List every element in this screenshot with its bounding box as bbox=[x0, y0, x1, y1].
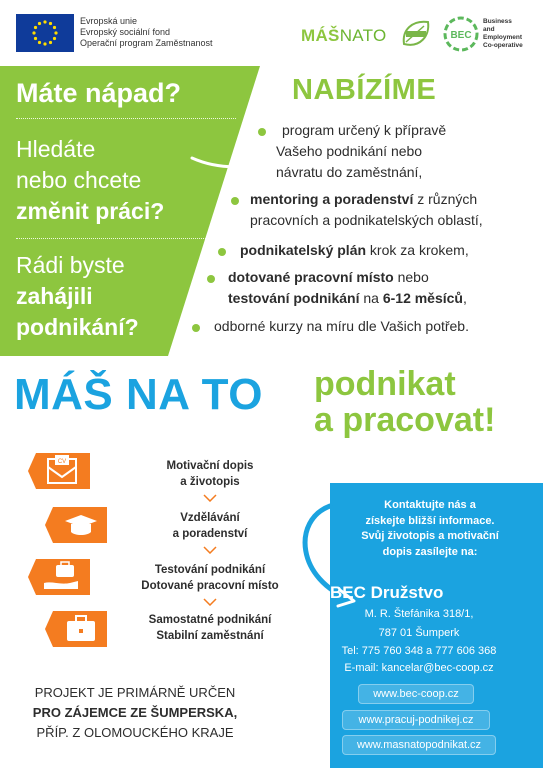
eu-line: Evropský sociální fond bbox=[80, 27, 171, 37]
bec-line: and bbox=[483, 26, 495, 33]
website-link-bec[interactable]: www.bec-coop.cz bbox=[358, 684, 474, 704]
headline-secondary: podnikat a pracovat! bbox=[314, 365, 496, 439]
offer-item: odborné kurzy na míru dle Vašich potřeb. bbox=[214, 318, 469, 334]
question-line-bold: zahájili bbox=[16, 283, 93, 309]
question-line-bold: podnikání? bbox=[16, 314, 139, 340]
bec-line: Employment bbox=[483, 34, 523, 41]
offer-item-cont: Vašeho podnikání nebo návratu do zaměstnání, bbox=[276, 143, 423, 180]
bec-text bbox=[483, 18, 523, 50]
question-job bbox=[16, 134, 164, 227]
project-note: PROJEKT JE PRIMÁRNĚ URČEN PRO ZÁJEMCE ZE ŠUMPERSKA, PŘÍP. Z OLOMOUCKÉHO KRAJE bbox=[32, 685, 238, 740]
bullet-icon bbox=[218, 248, 226, 256]
leaf-logo-icon bbox=[398, 16, 434, 52]
question-idea: Máte nápad? bbox=[16, 78, 182, 108]
step-label: Motivační dopis a životopis bbox=[166, 460, 254, 488]
question-line: nebo chcete bbox=[16, 167, 142, 193]
divider bbox=[16, 238, 206, 239]
cv-envelope-icon bbox=[28, 453, 90, 489]
question-line-bold: změnit práci? bbox=[16, 198, 165, 224]
bullet-icon bbox=[207, 275, 215, 283]
eu-flag-icon bbox=[16, 14, 74, 52]
masnato-logo-thin: NATO bbox=[339, 26, 387, 45]
divider bbox=[16, 118, 236, 119]
chevron-down-icon bbox=[203, 546, 217, 554]
step-label: Samostatné podnikání Stabilní zaměstnání bbox=[148, 614, 272, 642]
offer-item: mentoring a poradenství z různých pracovních a podnikatelských oblastí, bbox=[250, 191, 483, 228]
question-line: Hledáte bbox=[16, 136, 96, 162]
website-link-pracuj[interactable]: www.pracuj-podnikej.cz bbox=[342, 710, 490, 730]
bullet-icon bbox=[258, 128, 266, 136]
website-link-masnato[interactable]: www.masnatopodnikat.cz bbox=[342, 735, 496, 755]
headline-main: MÁŠ NA TO bbox=[14, 370, 263, 419]
eu-line: Operační program Zaměstnanost bbox=[80, 38, 213, 48]
bec-logo-text: BEC bbox=[450, 30, 472, 41]
masnato-logo bbox=[301, 26, 387, 46]
masnato-logo-bold: MÁŠ bbox=[301, 26, 340, 45]
offer-title: NABÍZÍME bbox=[292, 74, 437, 106]
svg-text:CV: CV bbox=[57, 459, 67, 465]
bullet-icon bbox=[231, 197, 239, 205]
email-link[interactable]: E-mail: kancelar@bec-coop.cz bbox=[344, 662, 494, 674]
contact-intro: Kontaktujte nás a získejte bližší informace. Svůj životopis a motivační dopis zasílejte na: bbox=[361, 499, 499, 558]
eu-line: Evropská unie bbox=[80, 16, 138, 26]
question-line: Rádi byste bbox=[16, 252, 125, 278]
step-label: Testování podnikání Dotované pracovní místo bbox=[141, 564, 279, 592]
company-name: BEC Družstvo bbox=[330, 583, 444, 602]
hand-briefcase-icon bbox=[28, 559, 90, 595]
briefcase-icon bbox=[45, 611, 107, 647]
step-label: Vzdělávání a poradenství bbox=[172, 512, 248, 540]
arrow-right-icon bbox=[190, 150, 260, 186]
address-line: M. R. Štefánika 318/1, bbox=[364, 608, 474, 620]
header bbox=[0, 0, 543, 64]
chevron-down-icon bbox=[203, 598, 217, 606]
question-business bbox=[16, 250, 139, 343]
bec-line: Business bbox=[483, 18, 512, 25]
phone: Tel: 775 760 348 a 777 606 368 bbox=[341, 645, 497, 657]
bullet-icon bbox=[192, 324, 200, 332]
bec-logo-icon bbox=[443, 16, 479, 52]
chevron-down-icon bbox=[203, 494, 217, 502]
address-line: 787 01 Šumperk bbox=[378, 627, 460, 639]
offer-item: podnikatelský plán krok za krokem, bbox=[240, 242, 469, 258]
offer-item: program určený k přípravě bbox=[282, 122, 447, 138]
bec-line: Co-operative bbox=[483, 42, 523, 49]
eu-text bbox=[80, 16, 213, 49]
graduation-cap-icon bbox=[45, 507, 107, 543]
offer-item: dotované pracovní místo nebo testování podnikání na 6-12 měsíců, bbox=[228, 269, 467, 306]
